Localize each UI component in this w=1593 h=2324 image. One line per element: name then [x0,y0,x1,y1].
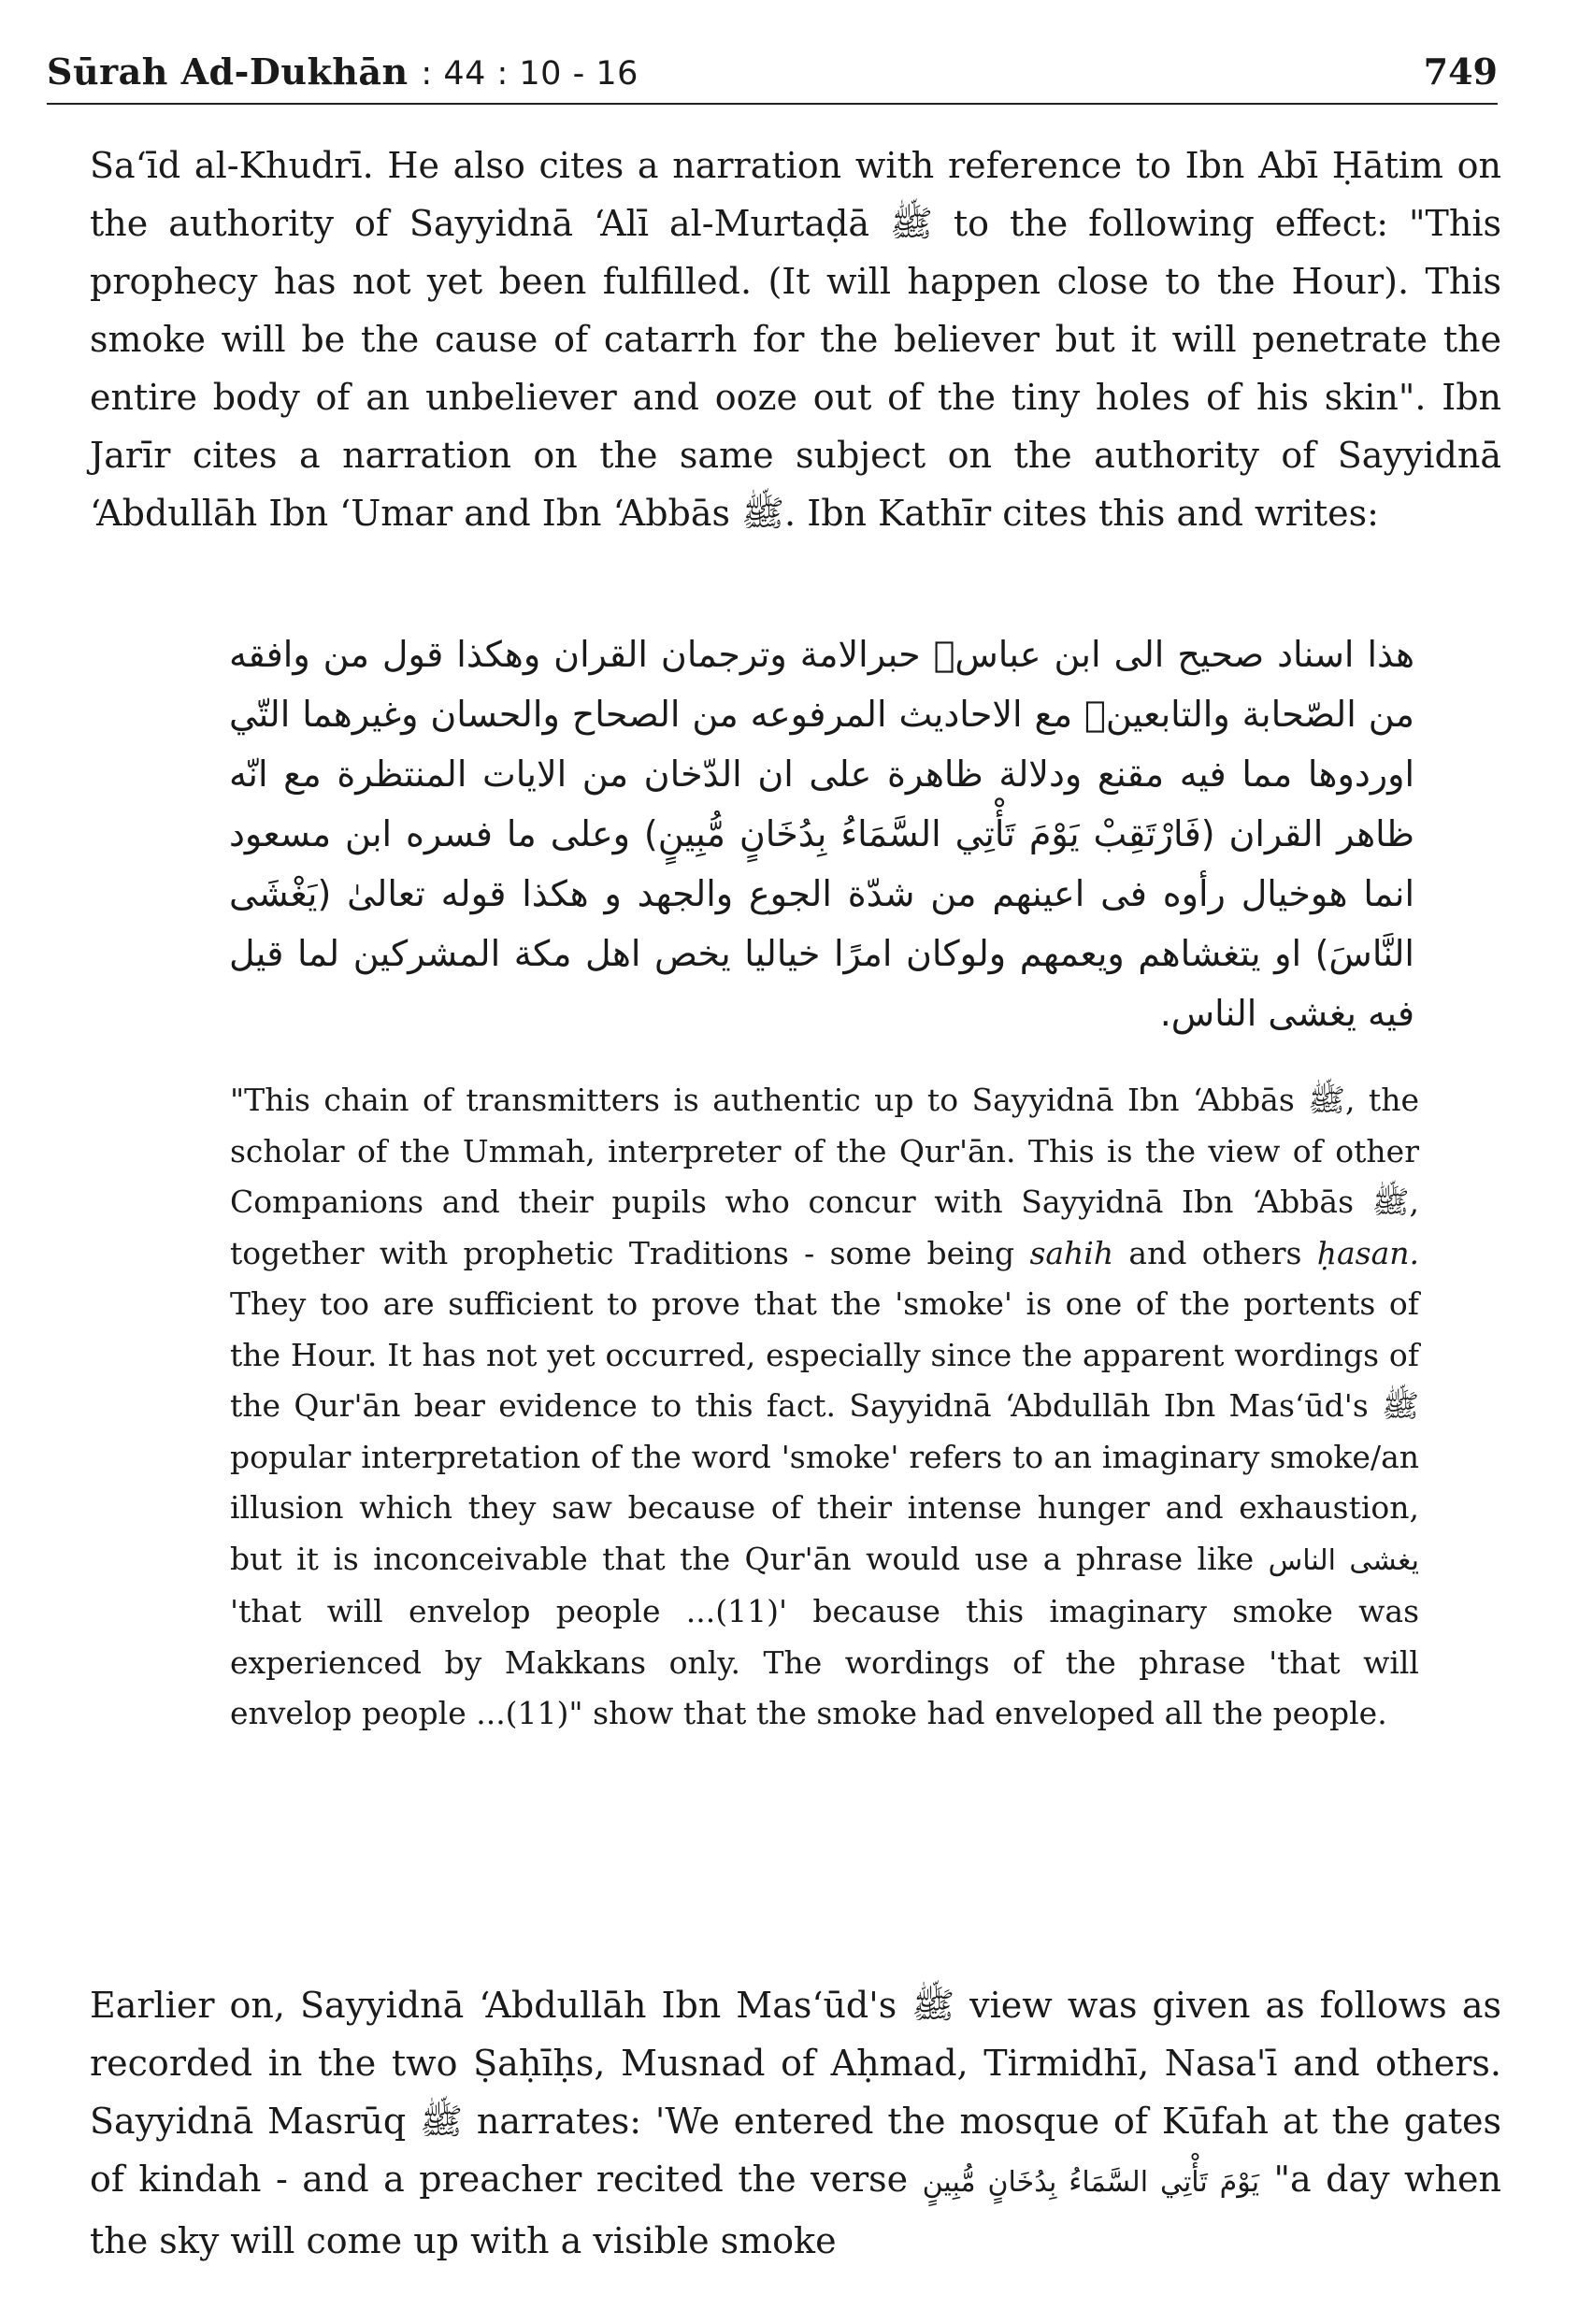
paragraph-masud [90,1976,1501,2270]
quote-text-1: "This chain of transmitters is authentic up to Sayyidnā Ibn ‘Abbās ﷺ, the scholar of the Ummah, interpreter of the Qur'ān. This is the view of other Companions and their pupils who concur with Sayyidnā Ibn ‘Abbās ﷺ, together with prophetic Traditions - some being [230,1082,1419,1271]
paragraph2-text-1: Earlier on, Sayyidnā ‘Abdullāh Ibn Mas‘ūd's ﷺ view was given as follows as recorded in the two Ṣaḥīḥs, Musnad of Aḥmad, Tirmidhī, Nasa'ī and others. Sayyidnā Masrūq ﷺ narrates: 'We entered the mosque of Kūfah at the gates of kindah - and a preacher recited the verse [90,1985,1502,2200]
quote-text-4: 'that will envelop people ...(11)' because this imaginary smoke was experienced by Makkans only. The wordings of the phrase 'that will envelop people ...(11)" show that the smoke had enveloped all the people. [230,1593,1419,1731]
term-sahih: sahih [1029,1234,1114,1271]
quote-text-2: and others [1113,1234,1317,1271]
arabic-phrase-inline: يغشى الناس [1268,1543,1420,1577]
translated-quotation [230,1075,1419,1740]
quote-text-3: They too are sufficient to prove that the 'smoke' is one of the portents of the Hour. It has not yet occurred, especially since the apparent wordings of the Qur'ān bear evidence to this fact. Sayyidnā ‘Abdullāh Ibn Mas‘ūd's ﷺ popular interpretation of the word 'smoke' refers to an imaginary smoke/an illusion which they saw because of their intense hunger and exhaustion, but it is inconceivable that the Qur'ān would use a phrase like [230,1285,1419,1577]
page-number: 749 [1423,50,1498,93]
surah-title [47,50,639,93]
surah-name: Sūrah Ad-Dukhān [47,50,409,93]
paragraph2-text-2: "a day when the sky will come up with a visible smoke [90,2159,1501,2261]
term-hasan: ḥasan. [1316,1234,1419,1271]
arabic-quotation: هذا اسناد صحيح الى ابن عباسؓ حبرالامة وترجمان القران وهكذا قول من وافقه من الصّحابة والتابعينؒ مع الاحاديث المرفوعه من الصحاح والحسان وغيرهما التّي اوردوها مما فيه مقنع ودلالة ظاهرة على ان الدّخان من الايات المنتظرة مع انّه ظاهر القران (فَارْتَقِبْ يَوْمَ تَأْتِي السَّمَاءُ بِدُخَانٍ مُّبِينٍ) وعلى ما فسره ابن مسعود انما هوخيال رأوه فى اعينهم من شدّة الجوع والجهد و هكذا قوله تعالىٰ (يَغْشَى النَّاسَ) او يتغشاهم ويعمهم ولوكان امرًا خياليا يخص اهل مكة المشركين لما قيل فيه يغشى الناس. [229,634,1414,1034]
verse-reference: : 44 : 10 - 16 [421,55,639,93]
running-header [47,47,1498,105]
arabic-verse-inline: يَوْمَ تَأْتِي السَّمَاءُ بِدُخَانٍ مُّبِينٍ [922,2166,1260,2199]
paragraph-intro: Sa‘īd al-Khudrī. He also cites a narration with reference to Ibn Abī Ḥātim on the authority of Sayyidnā ‘Alī al-Murtaḍā ﷺ to the following effect: "This prophecy has not yet been fulfilled. (It will happen close to the Hour). This smoke will be the cause of catarrh for the believer but it will penetrate the entire body of an unbeliever and ooze out of the tiny holes of his skin". Ibn Jarīr cites a narration on the same subject on the authority of Sayyidnā ‘Abdullāh Ibn ‘Umar and Ibn ‘Abbās ﷺ. Ibn Kathīr cites this and writes: [90,145,1501,534]
